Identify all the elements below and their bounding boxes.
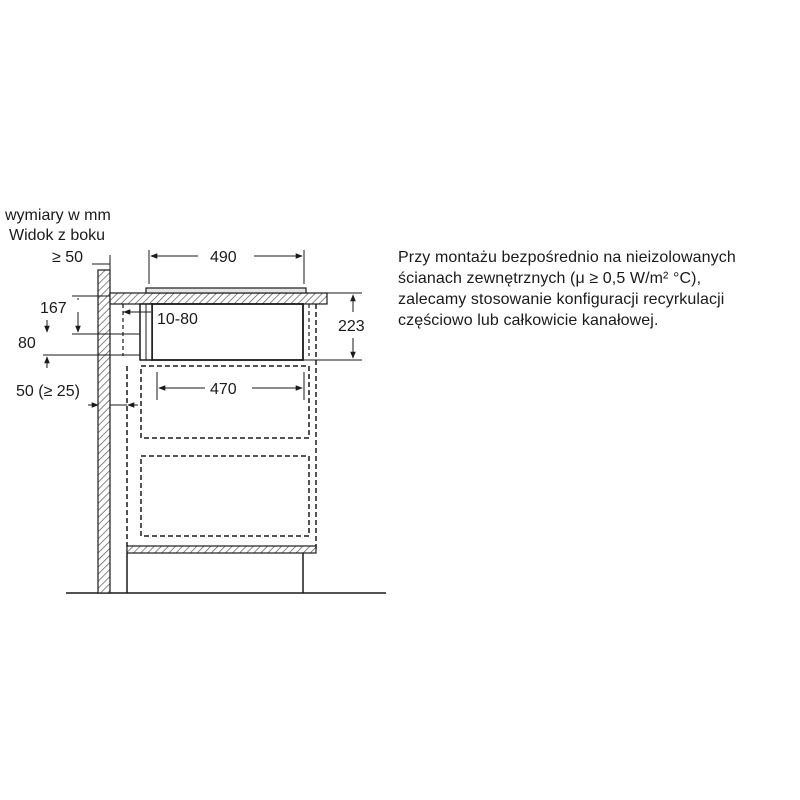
worktop <box>110 293 327 304</box>
cabinet-bottom <box>127 546 316 553</box>
note-line-2: ścianach zewnętrznych (μ ≥ 0,5 W/m² °C), <box>398 270 702 287</box>
lower-drawer <box>141 456 309 536</box>
note-line-4: częściowo lub całkowicie kanałowej. <box>398 312 659 329</box>
dim-hob-width-label: 490 <box>210 249 237 266</box>
dim-duct-gap-label: 10-80 <box>157 311 198 328</box>
dim-drawer-label: 470 <box>210 381 237 398</box>
note-line-1: Przy montażu bezpośrednio na nieizolowanych <box>398 249 736 266</box>
dim-hob-depth-label: 223 <box>338 318 365 335</box>
dim-duct-height-label: 80 <box>18 335 36 352</box>
wall <box>98 270 110 593</box>
dim-wall-gap-label: ≥ 50 <box>52 249 84 266</box>
hob-glass <box>146 288 306 293</box>
dim-cutout-label: 167 <box>40 300 67 317</box>
view-label: Widok z boku <box>9 227 106 244</box>
dim-rear-gap-label: 50 (≥ 25) <box>16 383 80 400</box>
upper-drawer <box>141 366 309 438</box>
units-label: wymiary w mm <box>5 207 111 224</box>
note-line-3: zalecamy stosowanie konfiguracji recyrkulacji <box>398 291 725 308</box>
installation-note <box>398 247 736 331</box>
